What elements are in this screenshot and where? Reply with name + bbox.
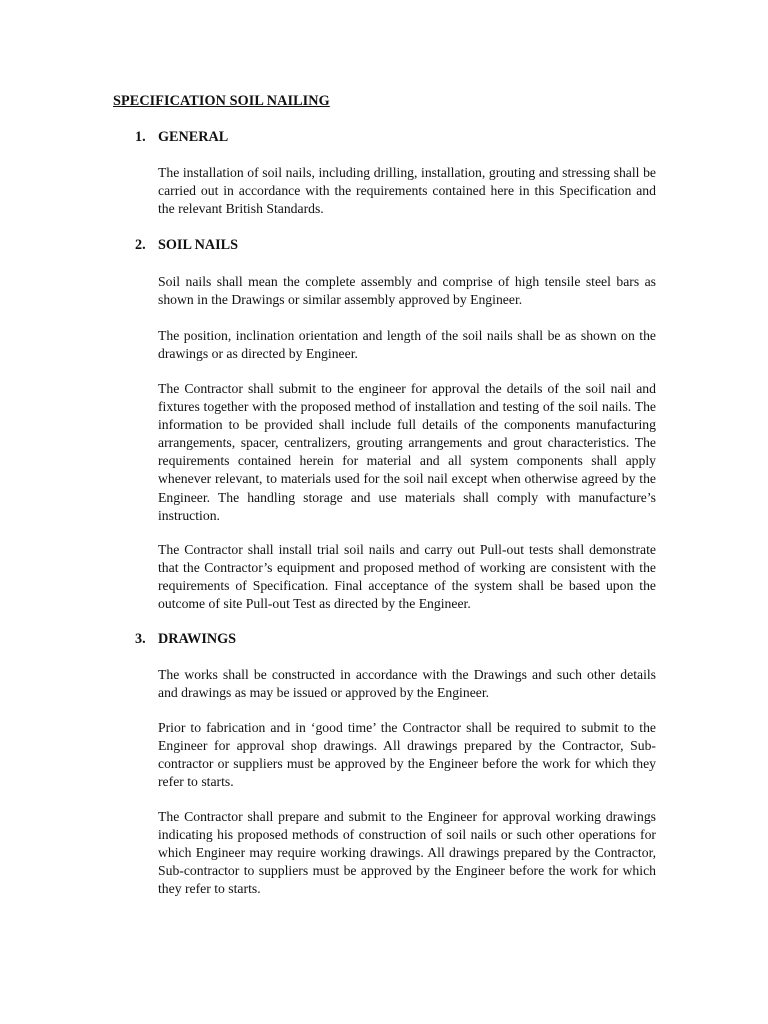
paragraph: Prior to fabrication and in ‘good time’ the Contractor shall be required to submit to the Engineer for approval shop drawings. All drawings prepared by the Contractor, Sub-contractor or suppliers must be approved by the Engineer before the work for which they refer to starts. <box>158 720 656 790</box>
section-number: 3. <box>135 631 146 647</box>
paragraph: The position, inclination orientation and length of the soil nails shall be as shown on the drawings or as directed by Engineer. <box>158 328 656 362</box>
section-heading-general <box>135 129 228 146</box>
paragraph: The Contractor shall install trial soil nails and carry out Pull-out tests shall demonstrate that the Contractor’s equipment and proposed method of working are consistent with the requirements of Specification. Final acceptance of the system shall be based upon the outcome of site Pull-out Test as directed by the Engineer. <box>158 542 656 612</box>
section-number: 2. <box>135 237 146 253</box>
section-heading-drawings <box>135 631 236 648</box>
paragraph: The Contractor shall prepare and submit to the Engineer for approval working drawings indicating his proposed methods of construction of soil nails or such other operations for which Engineer may require working drawings. All drawings prepared by the Contractor, Sub-contractor to suppliers must be approved by the Engineer before the work for which they refer to starts. <box>158 809 656 897</box>
paragraph: The installation of soil nails, including drilling, installation, grouting and stressing shall be carried out in accordance with the requirements contained here in this Specification and the relevant British Standards. <box>158 165 656 217</box>
section-title: SOIL NAILS <box>158 237 239 253</box>
paragraph: Soil nails shall mean the complete assembly and comprise of high tensile steel bars as shown in the Drawings or similar assembly approved by Engineer. <box>158 274 656 308</box>
section-heading-soil-nails <box>135 237 238 254</box>
document-title: SPECIFICATION SOIL NAILING <box>113 93 330 109</box>
section-number: 1. <box>135 129 146 145</box>
paragraph: The works shall be constructed in accordance with the Drawings and such other details and drawings as may be issued or approved by the Engineer. <box>158 667 656 701</box>
section-title: DRAWINGS <box>158 631 237 647</box>
section-title: GENERAL <box>158 129 229 145</box>
paragraph: The Contractor shall submit to the engineer for approval the details of the soil nail and fixtures together with the proposed method of installation and testing of the soil nails. The information to be provided shall include full details of the components manufacturing arrangements, spacer, centralizers, grouting arrangements and grout characteristics. The requirements contained herein for material and all system components shall apply whenever relevant, to materials used for the soil nail except when otherwise agreed by the Engineer. The handling storage and use materials shall comply with manufacture’s instruction. <box>158 381 656 523</box>
